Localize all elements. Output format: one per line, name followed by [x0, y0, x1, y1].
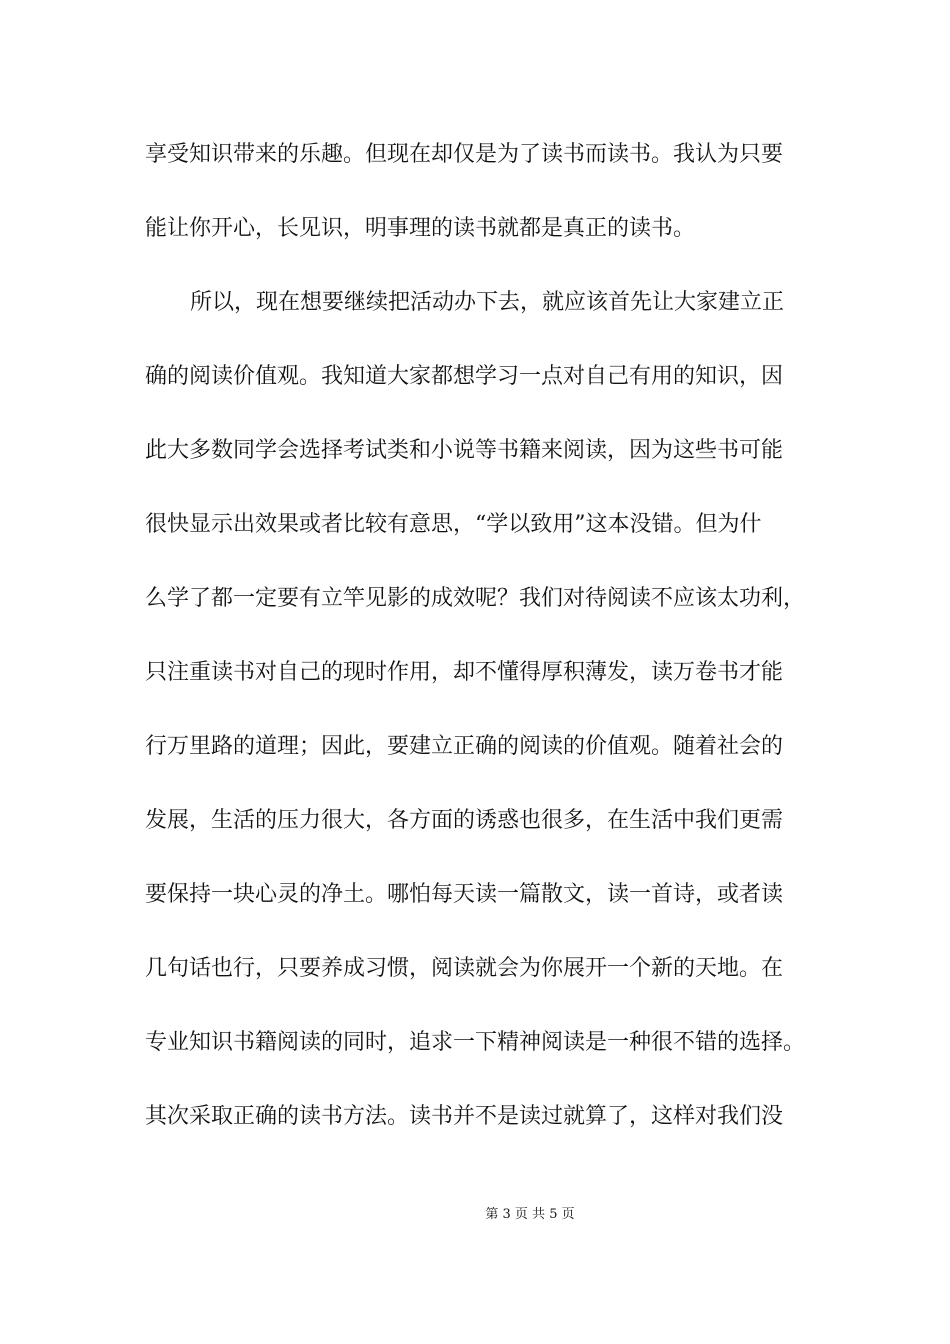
- text-line: 专业知识书籍阅读的同时，追求一下精神阅读是一种很不错的选择。: [145, 1030, 806, 1055]
- text-line: 很快显示出效果或者比较有意思，“学以致用”这本没错。但为什: [145, 512, 762, 537]
- text-line: 此大多数同学会选择考试类和小说等书籍来阅读，因为这些书可能: [145, 438, 784, 463]
- text-line: 么学了都一定要有立竿见影的成效呢？我们对待阅读不应该太功利，: [145, 586, 806, 611]
- text-line: 能让你开心，长见识，明事理的读书就都是真正的读书。: [145, 216, 696, 241]
- text-line: 发展，生活的压力很大，各方面的诱惑也很多，在生活中我们更需: [145, 808, 784, 833]
- text-line: 要保持一块心灵的净土。哪怕每天读一篇散文，读一首诗，或者读: [145, 882, 784, 907]
- text-line: 只注重读书对自己的现时作用，却不懂得厚积薄发，读万卷书才能: [145, 660, 784, 685]
- text-line: 几句话也行，只要养成习惯，阅读就会为你展开一个新的天地。在: [145, 956, 784, 981]
- page-number-footer: 第 3 页 共 5 页: [485, 1207, 575, 1222]
- text-line: 其次采取正确的读书方法。读书并不是读过就算了，这样对我们没: [145, 1104, 784, 1129]
- text-line: 享受知识带来的乐趣。但现在却仅是为了读书而读书。我认为只要: [145, 142, 784, 167]
- text-line-paragraph-start: 所以，现在想要继续把活动办下去，就应该首先让大家建立正: [190, 290, 785, 315]
- text-line: 确的阅读价值观。我知道大家都想学习一点对自己有用的知识，因: [145, 364, 784, 389]
- text-line: 行万里路的道理；因此，要建立正确的阅读的价值观。随着社会的: [145, 734, 784, 759]
